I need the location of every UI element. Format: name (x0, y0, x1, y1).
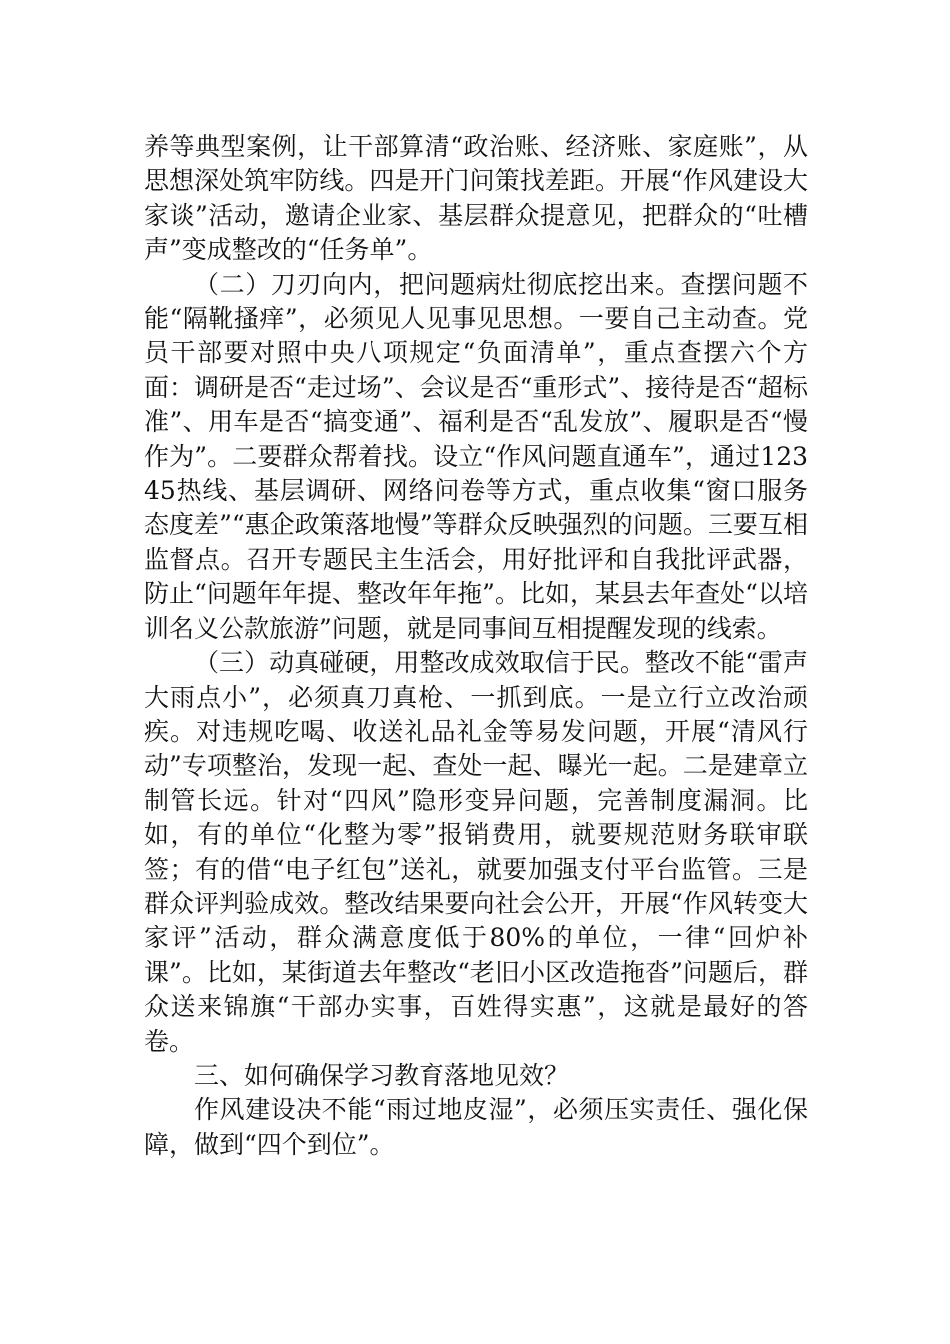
paragraph-section-3: （三）动真碰硬，用整改成效取信于民。整改不能“雷声大雨点小”，必须真刀真枪、一抓到底。一是立行立改治顽疾。对违规吃喝、收送礼品礼金等易发问题，开展“清风行动”专项整治，发现一起、查处一起、曝光一起。二是建章立制管长远。针对“四风”隐形变异问题，完善制度漏洞。比如，有的单位“化整为零”报销费用，就要规范财务联审联签；有的借“电子红包”送礼，就要加强支付平台监管。三是群众评判验成效。整改结果要向社会公开，开展“作风转变大家评”活动，群众满意度低于80%的单位，一律“回炉补课”。比如，某街道去年整改“老旧小区改造拖沓”问题后，群众送来锦旗“干部办实事，百姓得实惠”，这就是最好的答卷。 (144, 648, 808, 1056)
paragraph-continuation: 养等典型案例，让干部算清“政治账、经济账、家庭账”，从思想深处筑牢防线。四是开门问策找差距。开展“作风建设大家谈”活动，邀请企业家、基层群众提意见，把群众的“吐槽声”变成整改的“任务单”。 (144, 132, 808, 265)
paragraph-section-2: （二）刀刃向内，把问题病灶彻底挖出来。查摆问题不能“隔靴搔痒”，必须见人见事见思想。一要自己主动查。党员干部要对照中央八项规定“负面清单”，重点查摆六个方面：调研是否“走过场”、会议是否“重形式”、接待是否“超标准”、用车是否“搞变通”、福利是否“乱发放”、履职是否“慢作为”。二要群众帮着找。设立“作风问题直通车”，通过12345热线、基层调研、网络问卷等方式，重点收集“窗口服务态度差”“惠企政策落地慢”等群众反映强烈的问题。三要互相监督点。召开专题民主生活会，用好批评和自我批评武器，防止“问题年年提、整改年年拖”。比如，某县去年查处“以培训名义公款旅游”问题，就是同事间互相提醒发现的线索。 (144, 269, 808, 643)
document-body (144, 130, 808, 1162)
paragraph-part-3-intro: 作风建设决不能“雨过地皮湿”，必须压实责任、强化保障，做到“四个到位”。 (144, 1095, 808, 1159)
heading-part-3: 三、如何确保学习教育落地见效？ (194, 1060, 570, 1090)
